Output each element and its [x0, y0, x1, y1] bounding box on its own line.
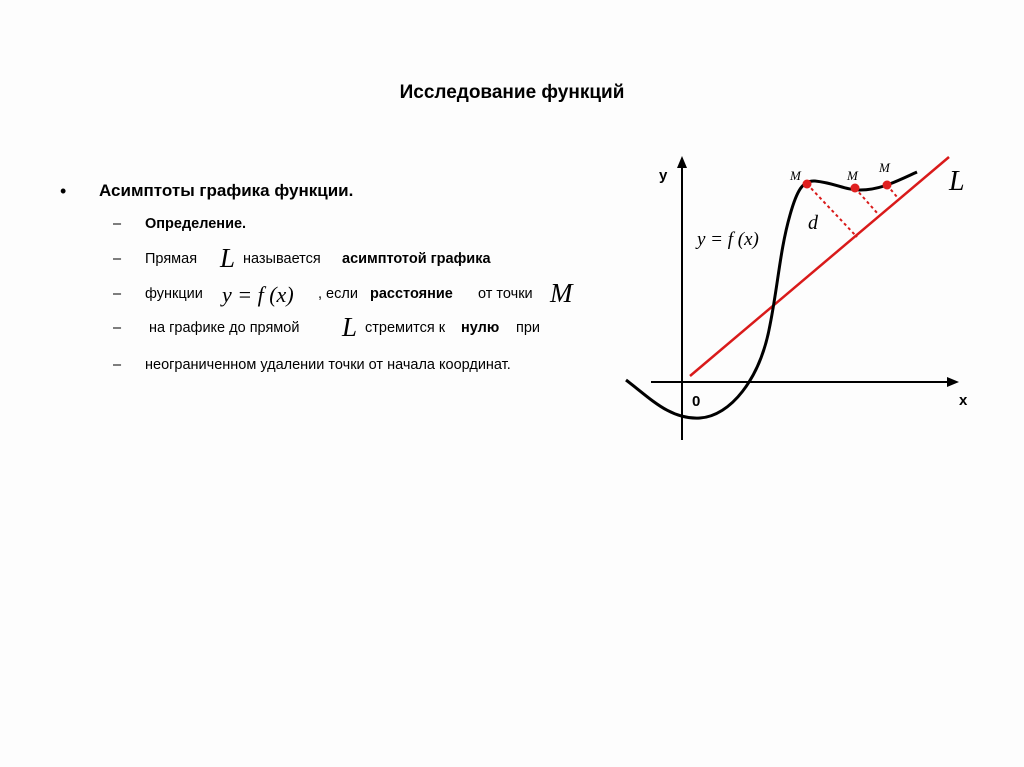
origin-label: 0	[692, 393, 701, 410]
distance-label: d	[808, 212, 818, 234]
line-text-pre: на графике до прямой	[149, 320, 300, 336]
point-m-2	[851, 184, 860, 193]
axis-x-label: x	[959, 392, 968, 409]
dash-marker: –	[113, 320, 122, 336]
line-text-pre: функции	[145, 286, 203, 302]
math-L: L	[342, 312, 358, 342]
point-label-1: M	[790, 168, 801, 183]
asymptote-label: L	[949, 166, 965, 197]
line-text-bold: нулю	[461, 320, 500, 336]
bullet-heading: Асимптоты графика функции.	[99, 181, 354, 200]
dash-marker: –	[113, 286, 122, 302]
math-M: M	[550, 278, 573, 308]
line-text-pre: Прямая	[145, 251, 198, 267]
line-text: неограниченном удалении точки от начала координат.	[145, 357, 511, 373]
dash-marker: –	[113, 216, 122, 232]
y-axis-arrow-icon	[677, 156, 687, 168]
point-m-1	[803, 180, 812, 189]
bullet-symbol: •	[60, 181, 67, 201]
dash-marker: –	[113, 357, 122, 373]
line-text-post: при	[516, 320, 541, 336]
point-label-3: M	[879, 160, 890, 175]
line-text-mid: называется	[243, 251, 321, 267]
x-axis-arrow-icon	[947, 377, 959, 387]
line-text-bold: расстояние	[370, 286, 453, 302]
axis-y-label: y	[659, 167, 668, 184]
distance-segment-2	[855, 188, 878, 214]
asymptote-line	[690, 157, 949, 376]
line-text-mid: , если	[318, 286, 358, 302]
dash-marker: –	[113, 251, 122, 267]
function-label: y = f (x)	[697, 229, 759, 250]
point-label-2: M	[847, 168, 858, 183]
math-L: L	[220, 243, 236, 273]
line-text-bold: асимптотой графика	[342, 251, 491, 267]
slide-title: Исследование функций	[399, 82, 625, 103]
point-m-3	[883, 181, 892, 190]
line-text-post: от точки	[478, 286, 533, 302]
line-text-mid: стремится к	[365, 320, 446, 336]
math-function: y = f (x)	[222, 282, 294, 307]
definition-label: Определение.	[145, 216, 247, 232]
